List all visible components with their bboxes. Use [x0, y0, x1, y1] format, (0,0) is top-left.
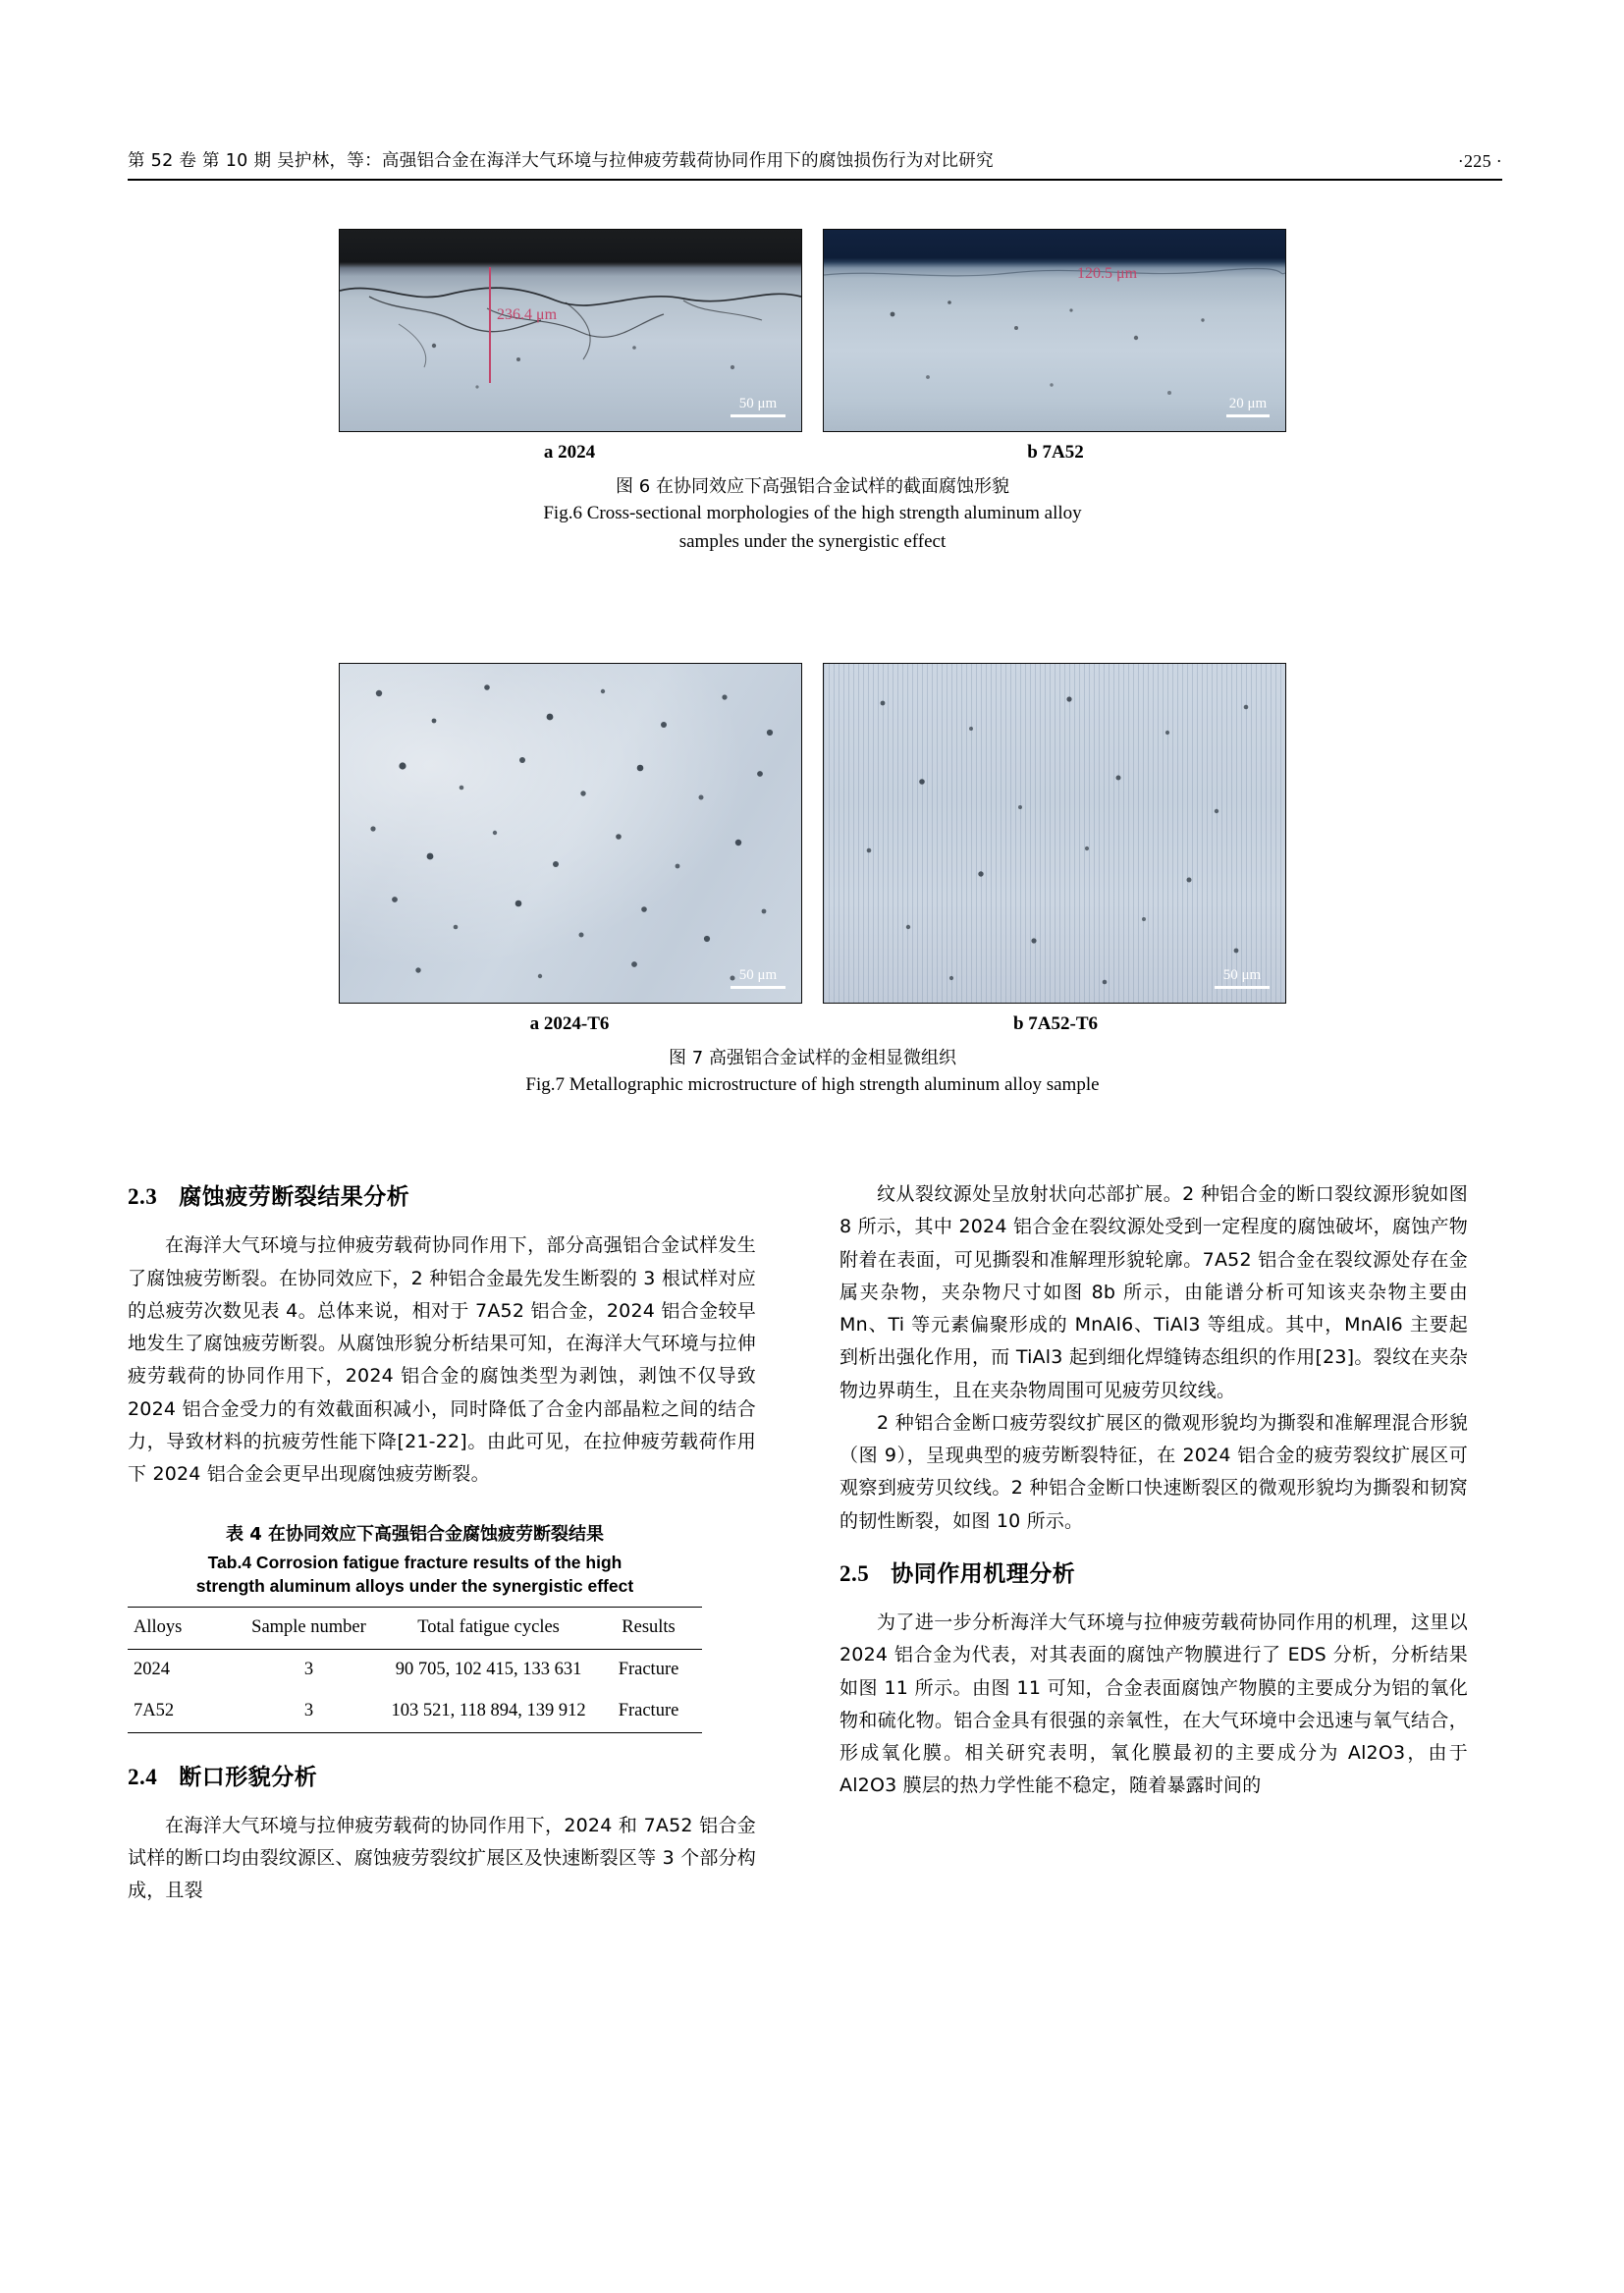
section-2-5-title: 协同作用机理分析 [891, 1560, 1076, 1587]
running-head [128, 147, 1502, 172]
precipitate-overlay-b [824, 664, 1285, 1003]
cell-sample-number: 3 [236, 1691, 382, 1732]
table-4-title-en [128, 1552, 702, 1598]
scale-bar-a-text: 50 μm [738, 396, 778, 412]
scale-bar-7a-line [731, 986, 785, 989]
figure-7-panel-a-image [339, 663, 802, 1004]
scale-bar-7a-text: 50 μm [738, 967, 778, 984]
figure-7-panel-labels [339, 1013, 1286, 1035]
right-column-paragraph-1: 纹从裂纹源处呈放射状向芯部扩展。2 种铝合金的断口裂纹源形貌如图 8 所示，其中 2024 铝合金在裂纹源处受到一定程度的腐蚀破坏，腐蚀产物附着在表面，可见撕裂和准解理形貌轮廓。7A52 铝合金在裂纹源处存在金属夹杂物，夹杂物尺寸如图 8b 所示，由能谱分析可知该夹杂物主要由 Mn、Ti 等元素偏聚形成的 MnAl6、TiAl3 等组成。其中，MnAl6 主要起到析出强化作用，而 TiAl3 起到细化焊缝铸态组织的作用[23]。裂纹在夹杂物边界萌生，且在夹杂物周围可见疲劳贝纹线。 [839, 1183, 1468, 1401]
figure-7-panel-b-image [823, 663, 1286, 1004]
section-2-4-paragraph: 在海洋大气环境与拉伸疲劳载荷的协同作用下，2024 和 7A52 铝合金试样的断口均由裂纹源区、腐蚀疲劳裂纹扩展区及快速断裂区等 3 个部分构成，且裂 [128, 1814, 756, 1902]
cell-total-cycles: 103 521, 118 894, 139 912 [382, 1691, 595, 1732]
figure-7-caption-cn: 图 7 高强铝合金试样的金相显微组织 [669, 1048, 956, 1068]
cell-sample-number: 3 [303, 1659, 314, 1679]
table-header-sample-number: Sample number [236, 1607, 382, 1649]
section-2-4-title: 断口形貌分析 [179, 1764, 318, 1790]
cell-result: Fracture [595, 1691, 702, 1732]
figure-6 [339, 229, 1286, 556]
figure-7-caption-en: Fig.7 Metallographic microstructure of high strength aluminum alloy sample [525, 1074, 1100, 1095]
section-2-5-paragraph: 为了进一步分析海洋大气环境与拉伸疲劳载荷协同作用的机理，这里以 2024 铝合金为代表，对其表面的腐蚀产物膜进行了 EDS 分析，分析结果如图 11 所示。由图 11 可知，合金表面腐蚀产物膜的主要成分为铝的氧化物和硫化物。铝合金具有很强的亲氧性，在大气环境中会迅速与氧气结合，形成氧化膜。相关研究表明，氧化膜最初的主要成分为 Al2O3，由于 Al2O3 膜层的热力学性能不稳定，随着暴露时间的 [839, 1611, 1468, 1797]
scale-bar-a [731, 397, 785, 417]
figure-7-caption [339, 1045, 1286, 1100]
section-2-5-number: 2.5 [839, 1560, 870, 1586]
section-2-3-title: 腐蚀疲劳断裂结果分析 [179, 1184, 410, 1210]
table-header-total-cycles: Total fatigue cycles [382, 1607, 595, 1649]
cell-alloy: 2024 [134, 1659, 170, 1679]
right-column [839, 1178, 1468, 1803]
table-4-title-en-2: strength aluminum alloys under the synergistic effect [195, 1576, 634, 1597]
section-2-4-number: 2.4 [128, 1764, 158, 1789]
table-header-alloys: Alloys [128, 1607, 236, 1649]
table-4-block [128, 1520, 702, 1732]
cell-alloy: 7A52 [128, 1691, 236, 1732]
figure-6-images [339, 229, 1286, 432]
figure-6-label-b: b 7A52 [1027, 442, 1084, 463]
figure-6-caption [339, 473, 1286, 556]
figure-6-label-a: a 2024 [543, 442, 596, 463]
measure-label-a: 236.4 μm [497, 306, 558, 323]
scale-bar-7b [1215, 968, 1270, 989]
scale-bar-b [1226, 397, 1270, 417]
right-column-paragraph-2: 2 种铝合金断口疲劳裂纹扩展区的微观形貌均为撕裂和准解理混合形貌（图 9），呈现典型的疲劳断裂特征，在 2024 铝合金的疲劳裂纹扩展区可观察到疲劳贝纹线。2 种铝合金断口快速断裂区的微观形貌均为撕裂和韧窝的韧性断裂，如图 10 所示。 [839, 1411, 1468, 1532]
figure-7 [339, 663, 1286, 1100]
figure-6-panel-labels [339, 442, 1286, 464]
section-heading-2-3 [128, 1178, 756, 1216]
running-head-page-number: ·225 · [1457, 151, 1502, 171]
table-row [128, 1649, 702, 1690]
figure-6-panel-b-image [823, 229, 1286, 432]
figure-7-images [339, 663, 1286, 1004]
scale-bar-b-text: 20 μm [1228, 396, 1268, 412]
scale-bar-b-line [1226, 414, 1270, 417]
scale-bar-7b-line [1215, 986, 1270, 989]
scale-bar-7b-text: 50 μm [1222, 967, 1262, 984]
section-heading-2-4 [128, 1759, 756, 1796]
figure-7-label-a: a 2024-T6 [529, 1013, 610, 1034]
running-head-left: 第 52 卷 第 10 期 吴护林，等：高强铝合金在海洋大气环境与拉伸疲劳载荷协同作用下的腐蚀损伤行为对比研究 [128, 151, 994, 171]
figure-6-caption-cn: 图 6 在协同效应下高强铝合金试样的截面腐蚀形貌 [616, 476, 1009, 497]
table-header-row [128, 1607, 702, 1649]
scale-bar-7a [731, 968, 785, 989]
cell-result: Fracture [618, 1659, 679, 1679]
figure-6-panel-a-image [339, 229, 802, 432]
left-column [128, 1178, 756, 1908]
precipitate-overlay-a [340, 664, 801, 1003]
table-4-title-cn: 表 4 在协同效应下高强铝合金腐蚀疲劳断裂结果 [225, 1524, 605, 1546]
table-header-results: Results [595, 1607, 702, 1649]
header-divider [128, 179, 1502, 181]
scale-bar-a-line [731, 414, 785, 417]
figure-6-caption-en-2: samples under the synergistic effect [678, 530, 947, 552]
table-4-title-en-1: Tab.4 Corrosion fatigue fracture results of the high [207, 1553, 623, 1573]
table-4 [128, 1607, 702, 1733]
measure-line-a [489, 267, 491, 383]
cell-total-cycles: 90 705, 102 415, 133 631 [395, 1659, 582, 1679]
measure-label-b: 120.5 μm [1077, 265, 1138, 282]
speckle-overlay-b [824, 230, 1285, 431]
section-2-3-number: 2.3 [128, 1184, 158, 1209]
section-2-3-paragraph: 在海洋大气环境与拉伸疲劳载荷协同作用下，部分高强铝合金试样发生了腐蚀疲劳断裂。在协同效应下，2 种铝合金最先发生断裂的 3 根试样对应的总疲劳次数见表 4。总体来说，相对于 7A52 铝合金，2024 铝合金较早地发生了腐蚀疲劳断裂。从腐蚀形貌分析结果可知，在海洋大气环境与拉伸疲劳载荷的协同作用下，2024 铝合金的腐蚀类型为剥蚀，剥蚀不仅导致 2024 铝合金受力的有效截面积减小，同时降低了合金内部晶粒之间的结合力，导致材料的抗疲劳性能下降[21-22]。由此可见，在拉伸疲劳载荷作用下 2024 铝合金会更早出现腐蚀疲劳断裂。 [128, 1234, 756, 1485]
table-row [128, 1691, 702, 1732]
figure-7-label-b: b 7A52-T6 [1012, 1013, 1099, 1034]
section-heading-2-5 [839, 1556, 1468, 1593]
figure-6-caption-en-1: Fig.6 Cross-sectional morphologies of the high strength aluminum alloy [543, 503, 1082, 523]
